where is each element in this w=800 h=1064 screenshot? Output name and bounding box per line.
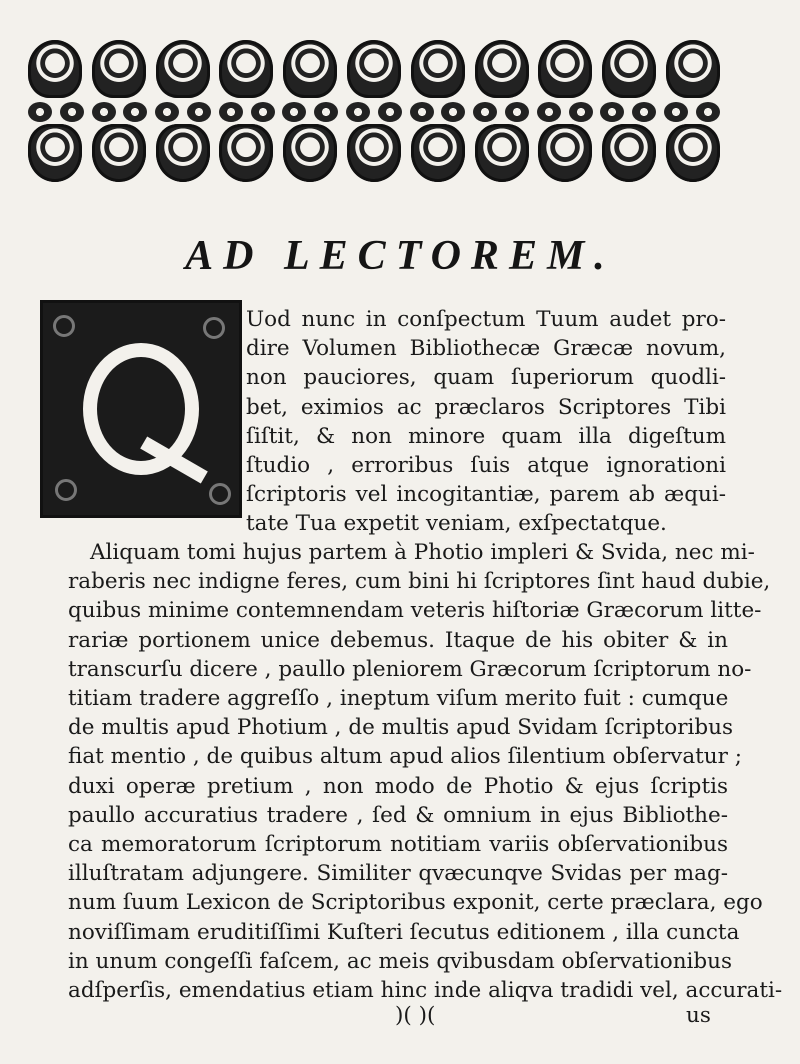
ornament-icon (538, 124, 592, 182)
ornament-icon (411, 40, 465, 98)
ornament-icon (602, 124, 656, 182)
text-line: ſiſtit, & non minore quam illa digeſtum (246, 423, 726, 449)
rosette-icon (632, 102, 656, 122)
text-line: illuſtratam adjungere. Similiter qvæcunqve Svidas per mag- (68, 861, 728, 887)
rosette-icon (664, 102, 688, 122)
ornament-icon (411, 124, 465, 182)
text-line: noviſſimam eruditiſſimi Kuſteri ſecutus editionem , illa cuncta (68, 919, 740, 945)
rosette-icon (251, 102, 275, 122)
rosette-icon (282, 102, 306, 122)
text-line: ſtudio , erroribus ſuis atque ignorationi (246, 453, 726, 479)
text-line: transcurſu dicere , paullo pleniorem Græcorum ſcriptorum no- (68, 656, 752, 682)
dropcap-letter-bowl (83, 343, 199, 475)
text-line: Uod nunc in conſpectum Tuum audet pro- (246, 307, 726, 332)
text-line: duxi operæ pretium , non modo de Photio & ejus ſcriptis (68, 773, 728, 799)
ornament-icon (219, 124, 273, 182)
leaf-ornament-icon (203, 317, 225, 339)
rosette-icon (378, 102, 402, 122)
headpiece-middle-row (28, 102, 720, 124)
rosette-icon (537, 102, 561, 122)
text-line: paullo accuratius tradere , ſed & omnium in ejus Bibliothe- (68, 802, 728, 828)
ornament-icon (475, 40, 529, 98)
text-line: tate Tua expetit veniam, exſpectatque. (246, 511, 667, 537)
rosette-icon (505, 102, 529, 122)
ornament-icon (347, 40, 401, 98)
rosette-icon (92, 102, 116, 122)
text-line: dire Volumen Bibliothecæ Græcæ novum, (246, 336, 726, 362)
rosette-icon (441, 102, 465, 122)
text-line: titiam tradere aggreſſo , ineptum viſum merito fuit : cumque (68, 686, 729, 712)
rosette-icon (60, 102, 84, 122)
rosette-icon (410, 102, 434, 122)
rosette-icon (600, 102, 624, 122)
rosette-icon (123, 102, 147, 122)
text-line: quibus minime contemnendam veteris hiſtoriæ Græcorum litte- (68, 598, 762, 624)
intro-paragraph (246, 305, 726, 539)
ornament-icon (283, 124, 337, 182)
headpiece-bottom-row (28, 124, 720, 186)
leaf-ornament-icon (55, 479, 77, 501)
page-heading: AD LECTOREM. (185, 233, 615, 279)
text-line: num ſuum Lexicon de Scriptoribus exponit, certe præclara, ego (68, 890, 763, 916)
ornament-icon (92, 124, 146, 182)
leaf-ornament-icon (209, 483, 231, 505)
ornament-icon (219, 40, 273, 98)
rosette-icon (473, 102, 497, 122)
catchword: us (686, 1003, 711, 1028)
ornament-icon (92, 40, 146, 98)
ornament-icon (666, 124, 720, 182)
ornament-icon (283, 40, 337, 98)
ornament-icon (602, 40, 656, 98)
ornament-icon (156, 40, 210, 98)
headpiece-top-row (28, 40, 720, 102)
text-line: raberis nec indigne feres, cum bini hi ſcriptores ſint haud dubie, (68, 569, 771, 595)
rosette-icon (346, 102, 370, 122)
ornament-icon (538, 40, 592, 98)
ornament-icon (666, 40, 720, 98)
ornament-icon (28, 40, 82, 98)
dropcap-q-icon (40, 300, 242, 518)
rosette-icon (155, 102, 179, 122)
rosette-icon (187, 102, 211, 122)
ornament-icon (28, 124, 82, 182)
signature-mark: )( )( (395, 1003, 436, 1028)
rosette-icon (696, 102, 720, 122)
text-line: in unum congeſſi faſcem, ac meis qvibusdam obſervationibus (68, 948, 733, 974)
ornamental-headpiece (28, 40, 720, 190)
rosette-icon (569, 102, 593, 122)
text-line: rariæ portionem unice debemus. Itaque de his obiter & in (68, 627, 728, 653)
ornament-icon (347, 124, 401, 182)
rosette-icon (219, 102, 243, 122)
text-line: bet, eximios ac præclaros Scriptores Tibi (246, 394, 726, 420)
text-line: ca memoratorum ſcriptorum notitiam variis obſervationibus (68, 832, 728, 858)
rosette-icon (314, 102, 338, 122)
text-line: fiat mentio , de quibus altum apud alios ſilentium obſervatur ; (68, 744, 742, 770)
leaf-ornament-icon (53, 315, 75, 337)
ornament-icon (156, 124, 210, 182)
text-line: ſcriptoris vel incogitantiæ, parem ab æqui- (246, 482, 726, 508)
body-paragraph (68, 538, 783, 1005)
rosette-icon (28, 102, 52, 122)
text-line: adſperſis, emendatius etiam hinc inde aliqva tradidi vel, accurati- (68, 978, 783, 1004)
ornament-icon (475, 124, 529, 182)
text-line: non pauciores, quam ſuperiorum quodli- (246, 365, 726, 391)
text-line: Aliquam tomi hujus partem à Photio impleri & Svida, nec mi- (90, 540, 755, 565)
text-line: de multis apud Photium , de multis apud Svidam ſcriptoribus (68, 715, 734, 741)
